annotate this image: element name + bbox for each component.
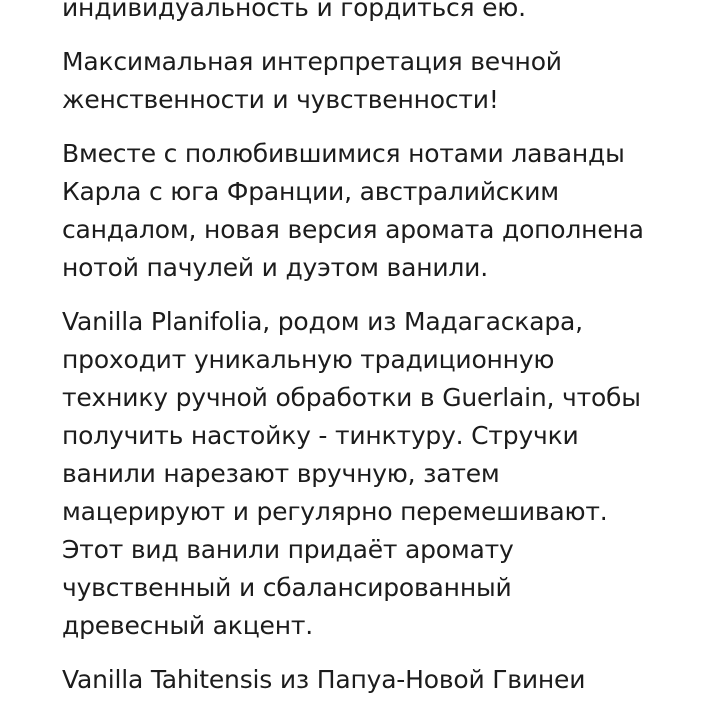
paragraph-5 — [62, 661, 662, 699]
article-text — [62, 0, 662, 715]
text-line: Этот вид ванили придаёт аромату — [62, 535, 514, 564]
text-line: женственности и чувственности! — [62, 85, 499, 114]
paragraph-2 — [62, 43, 662, 119]
text-line: нотой пачулей и дуэтом ванили. — [62, 253, 488, 282]
text-line: ванили нарезают вручную, затем — [62, 459, 500, 488]
text-line: индивидуальность и гордиться ею. — [62, 0, 526, 22]
text-line: мацерируют и регулярно перемешивают. — [62, 497, 608, 526]
text-line: проходит уникальную традиционную — [62, 345, 555, 374]
text-line: технику ручной обработки в Guerlain, чтобы — [62, 383, 641, 412]
text-line: Карла с юга Франции, австралийским — [62, 177, 559, 206]
text-line: Vanilla Tahitensis из Папуа-Новой Гвинеи — [62, 665, 586, 694]
text-line: чувственный и сбалансированный — [62, 573, 512, 602]
text-line: Вместе с полюбившимися нотами лаванды — [62, 139, 625, 168]
paragraph-4 — [62, 303, 662, 645]
text-line: получить настойку - тинктуру. Стручки — [62, 421, 579, 450]
paragraph-3 — [62, 135, 662, 287]
text-line: Максимальная интерпретация вечной — [62, 47, 562, 76]
text-line: Vanilla Planifolia, родом из Мадагаскара, — [62, 307, 583, 336]
text-line: сандалом, новая версия аромата дополнена — [62, 215, 644, 244]
paragraph-1 — [62, 0, 662, 27]
text-line: древесный акцент. — [62, 611, 313, 640]
